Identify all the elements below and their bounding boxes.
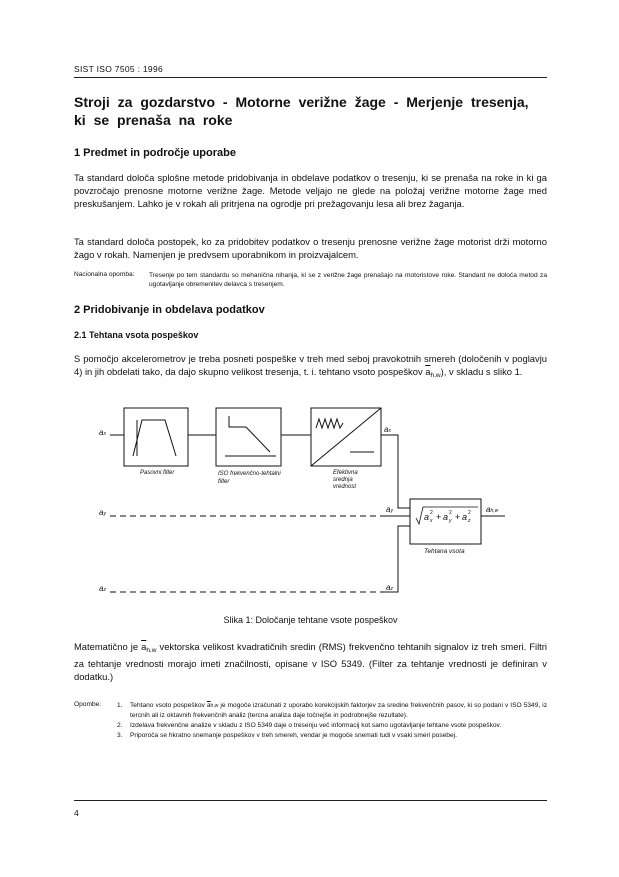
svg-text:2: 2 [449, 510, 452, 516]
bandpass-filter-box [124, 408, 188, 466]
section-2-heading: 2 Pridobivanje in obdelava podatkov [74, 304, 265, 316]
rms-waveform [316, 419, 343, 428]
rms-diagonal [311, 408, 381, 466]
figure-1-caption: Slika 1: Določanje tehtane vsote pospeškov [223, 615, 398, 625]
symbol-a: $\overline{a}$ [425, 366, 431, 377]
output-ax-label: ax [384, 425, 391, 434]
svg-text:a: a [424, 512, 430, 522]
notes-list [117, 701, 547, 741]
weighted-sum-label: Tehtana vsota [424, 548, 465, 555]
document-title: Stroji za gozdarstvo - Motorne verižne žage - Merjenje tresenja, ki se prenaša na roke [74, 94, 529, 128]
national-note-label: Nacionalna opomba: [74, 271, 135, 278]
bandpass-curve [133, 420, 176, 456]
note-item: 2. Izdelava frekvenčne analize v skladu z ISO 5349 daje o tresenju več informacij kot samo ugotavljanje tehtane vsote pospeškov. [117, 722, 502, 729]
output-az-label: az [386, 583, 393, 592]
notes-label: Opombe: [74, 701, 102, 708]
page-number: 4 [74, 808, 79, 818]
section-2-1-heading: 2.1 Tehtana vsota pospeškov [74, 330, 199, 340]
svg-text:z: z [468, 518, 471, 524]
input-az-label: az [99, 584, 106, 593]
result-ahw-label: ah,w [486, 505, 499, 514]
input-ay-label: ay [99, 508, 106, 517]
bandpass-filter-label: Pasovni filter [140, 470, 175, 476]
svg-text:+: + [436, 512, 442, 522]
svg-text:2: 2 [430, 510, 433, 516]
national-note-text: Tresenje po tem standardu so mehanična nihanja, ki se z verižne žage prenašajo na motoristove roke. Standard ne določa metod za ugotavljanje obremenitev delavca s tresenjem. [149, 272, 547, 288]
svg-text:a: a [462, 512, 468, 522]
note-item: 1. Tehtano vsoto pospeškov $\overline{a}h,w$ je mogoče izračunati z uporabo korekcijskih faktorjev za sredine frekvenčnih pasov, ki so podani v ISO 5349, iz tercnih ali iz oktavnih frekvenčnih analiz (tercna analiza daje točnejše in podrobnejše rezultate). [117, 702, 548, 719]
note-item: 3. Priporoča se hkratno snemanje pospeškov v treh smereh, vendar je mogoče snemati tudi v vsaki smeri posebej. [117, 732, 457, 739]
input-ax-label: ax [99, 428, 106, 437]
symbol-a: $\overline{a}$ [141, 641, 147, 652]
section-2-1-paragraph-2: Matematično je $\overline{a}_{h,w}$ vektorska velikost kvadratičnih sredin (RMS) frekvenčno tehtanih signalov iz treh smeri. Filtri za tehtanje vrednosti morajo imeti značilnosti, opisane v ISO 5349. (Filter za tehtanje vrednosti je definiran v dodatku.) [74, 641, 547, 682]
iso-filter-curve [229, 416, 270, 452]
svg-text:a: a [443, 512, 449, 522]
section-1-paragraph-2: Ta standard določa postopek, ko za pridobitev podatkov o tresenju prenosne verižne žage motorist drži motorno žago v rokah. Namenjen je predvsem uporabnikom in proizvajalcem. [74, 236, 547, 260]
iso-filter-box [216, 408, 281, 466]
svg-text:2: 2 [468, 510, 471, 516]
rms-label: Efektivna srednja vrednost [333, 470, 358, 490]
output-ay-label: ay [386, 505, 393, 514]
section-2-1-paragraph-1: S pomočjo akcelerometrov je treba posneti pospeške v treh med seboj pravokotnih smereh (določenih v poglavju 4) in jih obdelati tako, da dajo skupno velikost tresenja, t. i. tehtano vsoto pospeškov $\overline{a}_{h,w}$), v skladu s sliko 1. [74, 353, 547, 379]
footer-rule [74, 800, 547, 801]
section-1-paragraph-1: Ta standard določa splošne metode pridobivanja in obdelave podatkov o tresenju, ki se prenaša na roke in ki ga povzročajo prenosne motorne verižne žage. Metode veljajo ne glede na položaj verižne motorne žage med preskušanjem. Lahko je v rokah ali pritrjena na ogrodje pri prežagovanju lesa ali brez žaganja. [74, 172, 547, 209]
section-1-heading: 1 Predmet in področje uporabe [74, 147, 236, 159]
svg-text:+: + [455, 512, 461, 522]
iso-filter-label: ISO frekvenčno-tehtalni filter [218, 471, 281, 485]
document-header: SIST ISO 7505 : 1996 [74, 64, 164, 74]
svg-text:y: y [449, 518, 452, 524]
rss-formula [416, 507, 478, 524]
svg-text:x: x [430, 518, 433, 524]
